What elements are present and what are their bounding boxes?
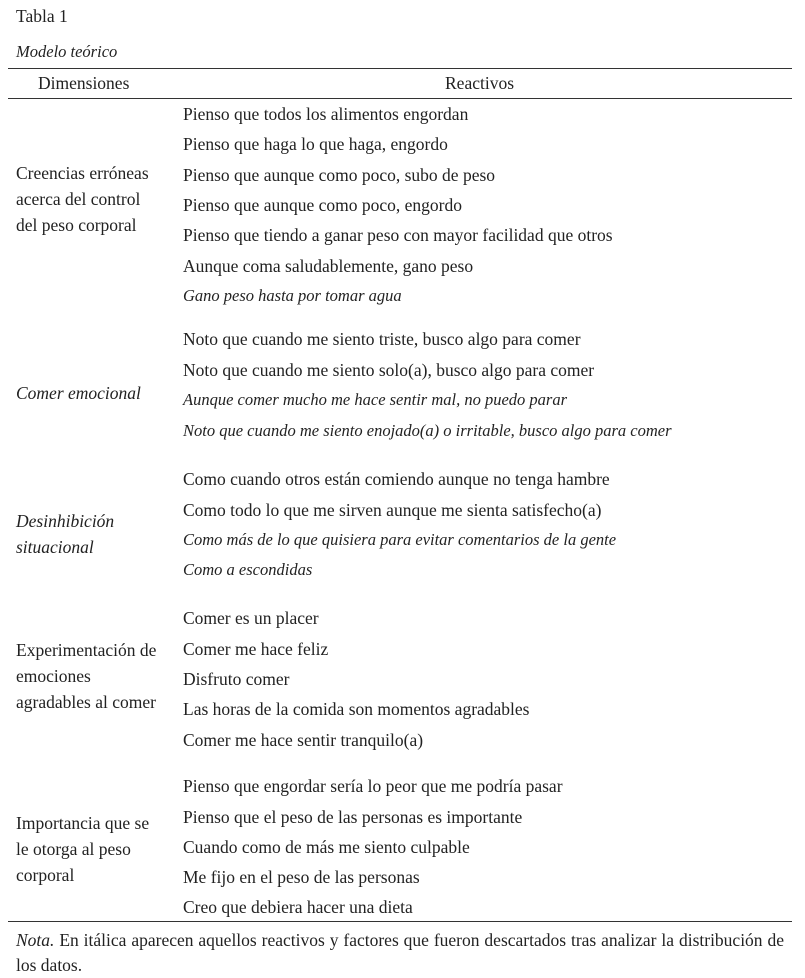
column-header-dimensions: Dimensiones [38, 73, 130, 93]
item-row: Noto que cuando me siento enojado(a) o irritable, busco algo para comer [183, 421, 672, 440]
item-row: Pienso que haga lo que haga, engordo [183, 134, 448, 154]
item-row: Disfruto comer [183, 669, 290, 689]
dimension-label: Creencias erróneas acerca del control del peso corporal [16, 163, 149, 235]
item-row: Noto que cuando me siento solo(a), busco algo para comer [183, 360, 595, 380]
item-row: Pienso que aunque como poco, subo de peso [183, 165, 496, 185]
table-number: Tabla 1 [16, 6, 68, 26]
item-row: Pienso que tiendo a ganar peso con mayor facilidad que otros [183, 225, 613, 245]
item-row: Me fijo en el peso de las personas [183, 867, 420, 887]
item-row: Como más de lo que quisiera para evitar comentarios de la gente [183, 530, 617, 549]
item-row: Como a escondidas [183, 560, 313, 579]
item-row: Comer es un placer [183, 608, 319, 628]
item-row: Pienso que engordar sería lo peor que me podría pasar [183, 776, 563, 796]
note-text: En itálica aparecen aquellos reactivos y factores que fueron descartados tras analizar la distribución de los datos. [16, 930, 784, 975]
item-row: Comer me hace sentir tranquilo(a) [183, 730, 424, 750]
item-row: Las horas de la comida son momentos agradables [183, 699, 530, 719]
dimension-label: Desinhibición situacional [16, 511, 115, 557]
item-row: Gano peso hasta por tomar agua [183, 286, 402, 305]
item-row: Pienso que todos los alimentos engordan [183, 104, 469, 124]
column-header-items: Reactivos [445, 73, 515, 93]
item-row: Creo que debiera hacer una dieta [183, 897, 413, 917]
item-row: Pienso que el peso de las personas es importante [183, 807, 523, 827]
dimension-label: Experimentación de emociones agradables al comer [16, 640, 157, 712]
table-title: Modelo teórico [16, 42, 118, 61]
item-row: Como todo lo que me sirven aunque me sienta satisfecho(a) [183, 500, 602, 520]
item-row: Como cuando otros están comiendo aunque no tenga hambre [183, 469, 610, 489]
item-row: Cuando como de más me siento culpable [183, 837, 470, 857]
table-bottom-rule [8, 921, 792, 922]
item-row: Comer me hace feliz [183, 639, 329, 659]
item-row: Aunque coma saludablemente, gano peso [183, 256, 474, 276]
note-label: Nota. [16, 930, 55, 950]
dimension-label: Comer emocional [16, 383, 141, 403]
table-note [16, 928, 784, 978]
item-row: Pienso que aunque como poco, engordo [183, 195, 462, 215]
item-row: Aunque comer mucho me hace sentir mal, no puedo parar [183, 390, 568, 409]
item-row: Noto que cuando me siento triste, busco algo para comer [183, 329, 581, 349]
dimension-label: Importancia que se le otorga al peso corporal [16, 813, 150, 885]
table-header-rule [8, 98, 792, 99]
table-top-rule [8, 68, 792, 69]
